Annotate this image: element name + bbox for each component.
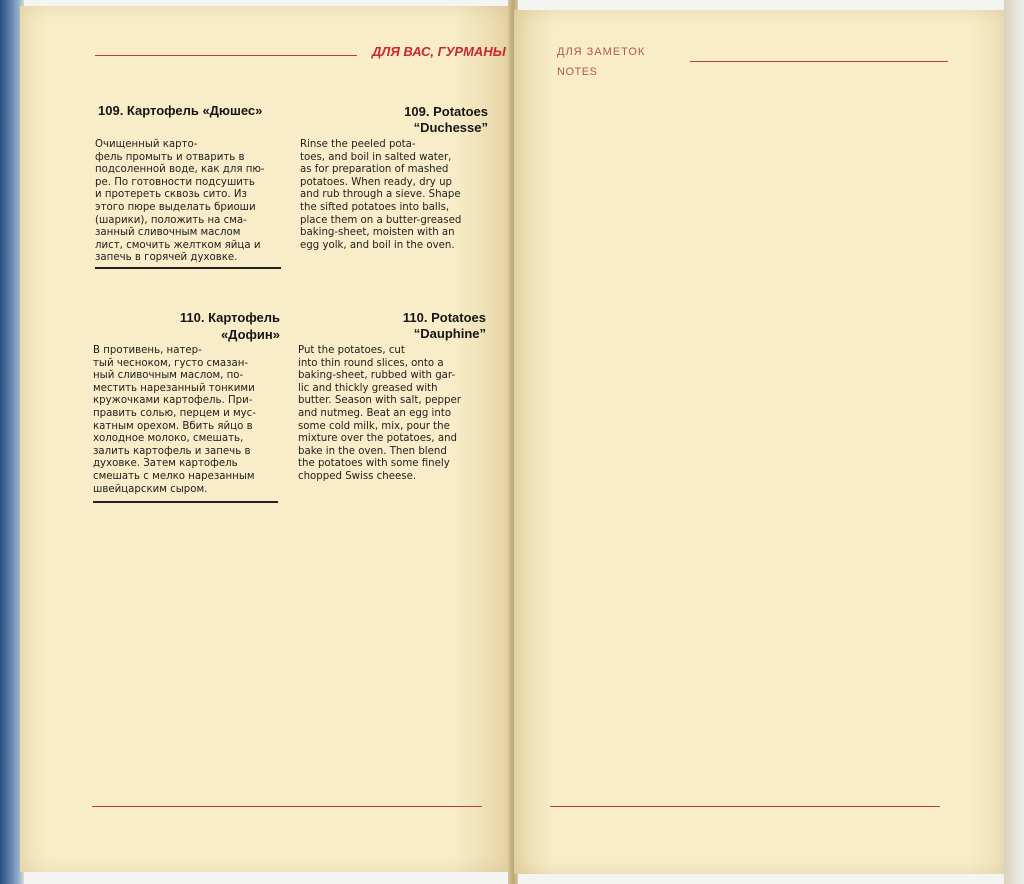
left-footer-rule	[92, 806, 482, 807]
notes-label-en: NOTES	[557, 66, 598, 78]
recipe-109-ru-rule	[95, 267, 281, 269]
right-page	[514, 10, 1006, 874]
recipe-110-en-title-1: 110. Potatoes	[402, 310, 486, 325]
recipe-110-ru-text: В противень, натер- тый чесноком, густо смазан- ный сливочным маслом, по- местить нарезанный тонкими кружочками картофель. При- править солью, перцем и мус- катным орехом. Вбить яйцо в холодное молоко, смешать, залить картофель и запечь в духовке. Затем картофель смешать с мелко нарезанным швейцарским сыром.	[93, 345, 256, 495]
recipe-110-ru-rule	[93, 501, 278, 503]
recipe-110-en-text: Put the potatoes, cut into thin round slices, onto a baking-sheet, rubbed with gar- lic and thickly greased with butter. Season with salt, pepper and nutmeg. Beat an egg into some cold milk, mix, pour the mixture over the potatoes, and bake in the oven. Then blend the potatoes with some finely chopped Swiss cheese.	[298, 345, 461, 482]
recipe-109-en-text: Rinse the peeled pota- toes, and boil in salted water, as for preparation of mashed potatoes. When ready, dry up and rub through a sieve. Shape the sifted potatoes into balls, place them on a butter-greased baking-sheet, moisten with an egg yolk, and boil in the oven.	[300, 139, 462, 251]
notes-header-rule	[690, 61, 948, 62]
page-header-title: ДЛЯ ВАС, ГУРМАНЫ	[372, 44, 506, 59]
recipe-109-en-title-2: “Duchesse”	[413, 120, 488, 135]
recipe-109-ru-title: 109. Картофель «Дюшес»	[98, 103, 263, 118]
notes-label-ru: ДЛЯ ЗАМЕТОК	[557, 46, 646, 58]
right-footer-rule	[550, 806, 940, 807]
recipe-109-en-title-1: 109. Potatoes	[404, 104, 488, 119]
header-rule	[95, 55, 357, 56]
recipe-110-ru-title-2: «Дофин»	[220, 327, 280, 342]
recipe-110-en-title-2: “Dauphine”	[413, 326, 486, 341]
recipe-110-ru-title-1: 110. Картофель	[179, 310, 280, 325]
recipe-109-ru-text: Очищенный карто- фель промыть и отварить в подсоленной воде, как для пю- ре. По готовности подсушить и протереть сквозь сито. Из этого пюре выделать бриоши (шарики), положить на сма- занный сливочным маслом лист, смочить желтком яйца и запечь в горячей духовке.	[95, 139, 265, 264]
page-edge	[1004, 0, 1024, 884]
